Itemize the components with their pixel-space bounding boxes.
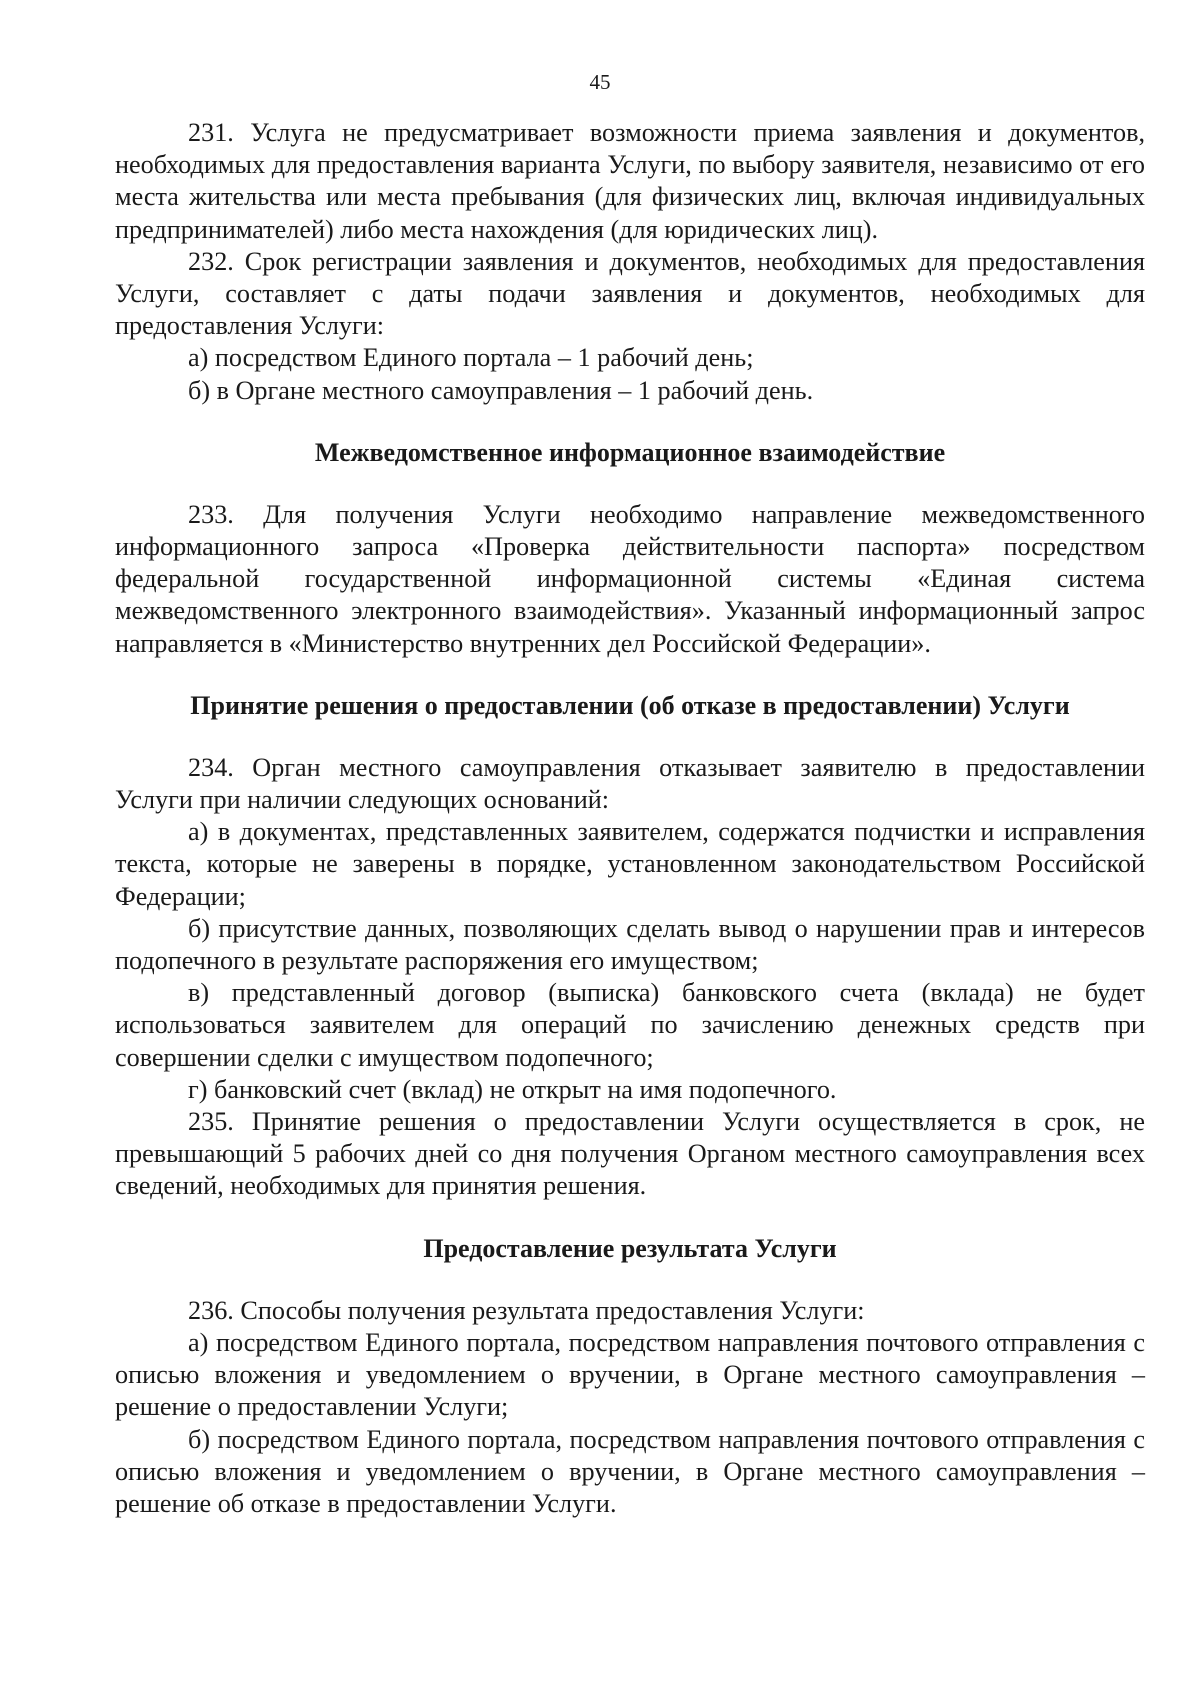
section-heading-interagency: Межведомственное информационное взаимодействие bbox=[314, 437, 946, 467]
paragraph-236-b: б) посредством Единого портала, посредством направления почтового отправления с описью вложения и уведомлением о вручении, в Органе местного самоуправления – решение об отказе в предоставлении Услуги. bbox=[115, 1424, 1145, 1518]
paragraph-236: 236. Способы получения результата предоставления Услуги: bbox=[188, 1295, 865, 1325]
paragraph-234-d: г) банковский счет (вклад) не открыт на имя подопечного. bbox=[188, 1074, 837, 1104]
paragraph-232: 232. Срок регистрации заявления и документов, необходимых для предоставления Услуги, составляет с даты подачи заявления и документов, необходимых для предоставления Услуги: bbox=[115, 246, 1145, 341]
paragraph-233: 233. Для получения Услуги необходимо направление межведомственного информационного запроса «Проверка действительности паспорта» посредством федеральной государственной информационной системы «Единая система межведомственного электронного взаимодействия». Указанный информационный запрос направляется в «Министерство внутренних дел Российской Федерации». bbox=[115, 499, 1145, 658]
paragraph-231: 231. Услуга не предусматривает возможности приема заявления и документов, необходимых для предоставления варианта Услуги, по выбору заявителя, независимо от его места жительства или места пребывания (для физических лиц, включая индивидуальных предпринимателей) либо места нахождения (для юридических лиц). bbox=[115, 118, 1145, 244]
paragraph-236-a: а) посредством Единого портала, посредством направления почтового отправления с описью вложения и уведомлением о вручении, в Органе местного самоуправления – решение о предоставлении Услуги; bbox=[115, 1327, 1145, 1422]
section-heading-decision: Принятие решения о предоставлении (об отказе в предоставлении) Услуги bbox=[190, 690, 1070, 720]
paragraph-234-b: б) присутствие данных, позволяющих сделать вывод о нарушении прав и интересов подопечного в результате распоряжения его имуществом; bbox=[115, 913, 1145, 976]
section-heading-result: Предоставление результата Услуги bbox=[423, 1233, 837, 1263]
paragraph-232-a: а) посредством Единого портала – 1 рабочий день; bbox=[188, 343, 754, 373]
paragraph-234-c: в) представленный договор (выписка) банковского счета (вклада) не будет использоваться заявителем для операций по зачислению денежных средств при совершении сделки с имуществом подопечного; bbox=[115, 978, 1145, 1072]
paragraph-234-a: а) в документах, представленных заявителем, содержатся подчистки и исправления текста, которые не заверены в порядке, установленном законодательством Российской Федерации; bbox=[115, 817, 1145, 911]
paragraph-234: 234. Орган местного самоуправления отказывает заявителю в предоставлении Услуги при наличии следующих оснований: bbox=[115, 752, 1145, 815]
paragraph-232-b: б) в Органе местного самоуправления – 1 рабочий день. bbox=[188, 375, 814, 405]
document-body bbox=[115, 117, 1145, 1520]
paragraph-235: 235. Принятие решения о предоставлении Услуги осуществляется в срок, не превышающий 5 рабочих дней со дня получения Органом местного самоуправления всех сведений, необходимых для принятия решения. bbox=[115, 1107, 1145, 1201]
page-number: 45 bbox=[589, 70, 611, 94]
